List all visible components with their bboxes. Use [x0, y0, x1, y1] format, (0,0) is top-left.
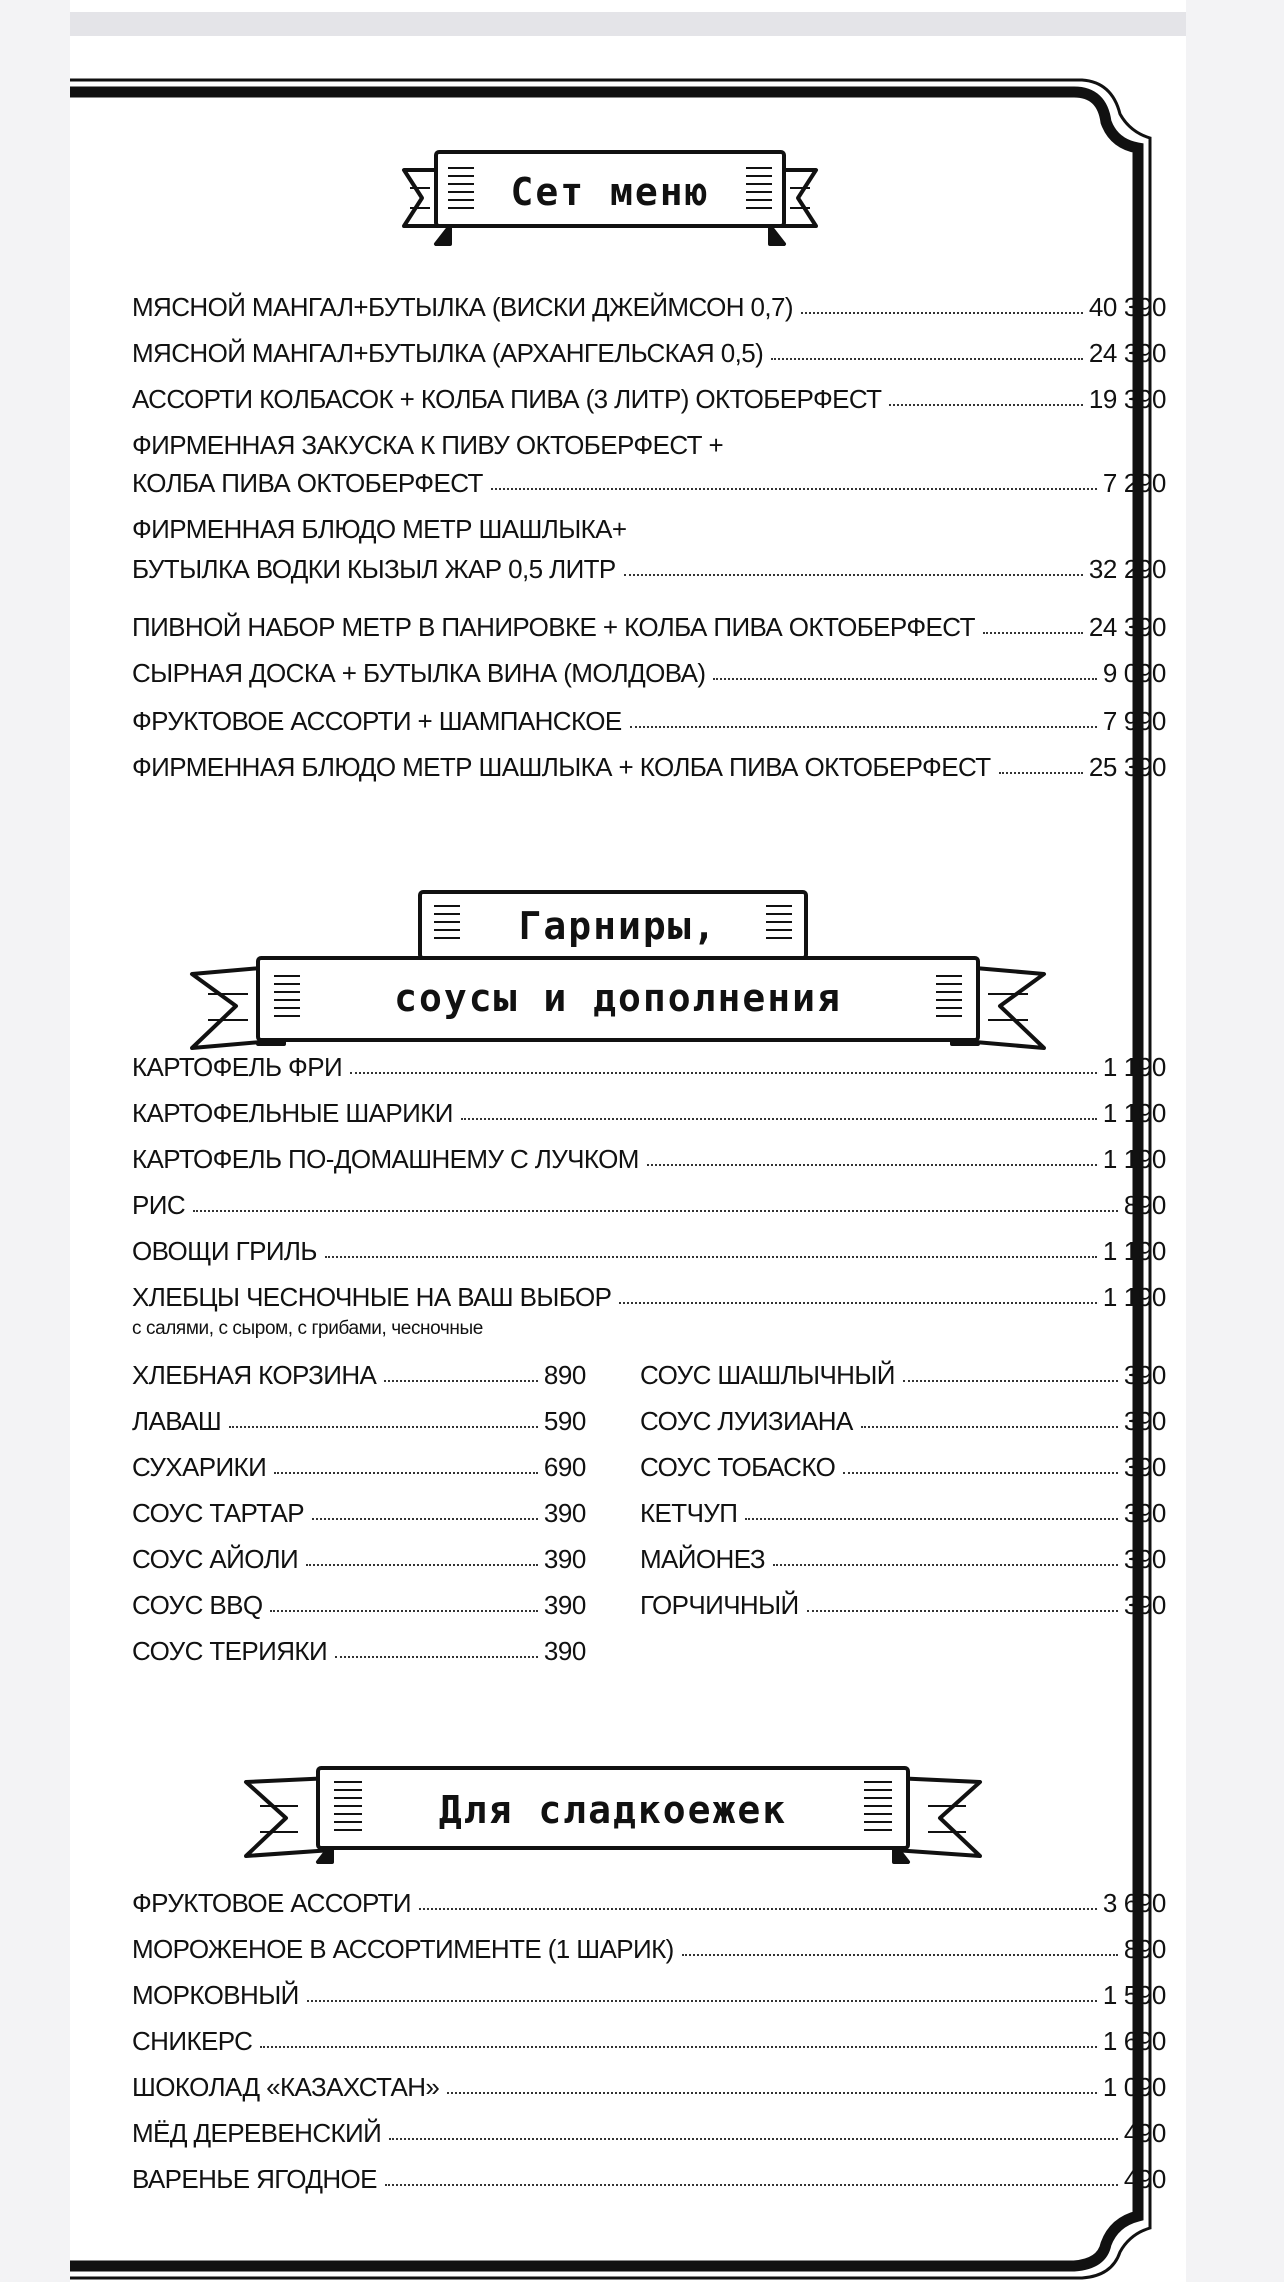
item-price: 9 090	[1102, 658, 1166, 688]
item-price: 25 390	[1088, 752, 1166, 782]
dot-leader	[773, 1564, 1118, 1566]
item-price: 1 190	[1102, 1052, 1166, 1082]
item-name: КОЛБА ПИВА ОКТОБЕРФЕСТ	[132, 468, 483, 498]
dot-leader	[807, 1610, 1118, 1612]
dot-leader	[801, 312, 1083, 314]
menu-item	[640, 1452, 1166, 1483]
menu-item	[132, 384, 1166, 415]
menu-item	[132, 292, 1166, 323]
item-price: 390	[1123, 1498, 1166, 1528]
menu-item	[132, 1590, 586, 1621]
menu-item	[132, 1144, 1166, 1175]
item-name: МАЙОНЕЗ	[640, 1544, 765, 1574]
item-name: МЯСНОЙ МАНГАЛ+БУТЫЛКА (АРХАНГЕЛЬСКАЯ 0,5)	[132, 338, 764, 368]
item-price: 490	[1123, 2118, 1166, 2148]
item-name: ЛАВАШ	[132, 1406, 222, 1436]
item-price: 19 390	[1088, 384, 1166, 414]
sides-banner	[188, 854, 1048, 1054]
menu-item	[132, 554, 1166, 585]
item-name: СНИКЕРС	[132, 2026, 253, 2056]
menu-item	[132, 2072, 1166, 2103]
item-name: ХЛЕБЦЫ ЧЕСНОЧНЫЕ НА ВАШ ВЫБОР	[132, 1282, 612, 1312]
menu-item	[132, 2026, 1166, 2057]
item-price: 590	[543, 1406, 586, 1436]
dot-leader	[491, 488, 1097, 490]
item-name: МОРКОВНЫЙ	[132, 1980, 299, 2010]
dot-leader	[447, 2092, 1097, 2094]
menu-item	[132, 468, 1166, 499]
previous-page-edge	[70, 12, 1186, 36]
item-price: 1 190	[1102, 1144, 1166, 1174]
item-name: АССОРТИ КОЛБАСОК + КОЛБА ПИВА (3 ЛИТР) ОКТОБЕРФЕСТ	[132, 384, 882, 414]
item-name: СЫРНАЯ ДОСКА + БУТЫЛКА ВИНА (МОЛДОВА)	[132, 658, 706, 688]
item-name: ХЛЕБНАЯ КОРЗИНА	[132, 1360, 377, 1390]
item-name: КАРТОФЕЛЬНЫЕ ШАРИКИ	[132, 1098, 453, 1128]
menu-item	[132, 1934, 1166, 1965]
item-name: МЁД ДЕРЕВЕНСКИЙ	[132, 2118, 382, 2148]
item-price: 1 590	[1102, 1980, 1166, 2010]
dot-leader	[312, 1518, 538, 1520]
item-price: 1 190	[1102, 1282, 1166, 1312]
menu-item	[132, 2118, 1166, 2149]
item-name: СОУС ТОБАСКО	[640, 1452, 836, 1482]
dot-leader	[461, 1118, 1097, 1120]
set-menu-banner	[400, 148, 820, 258]
item-name: СОУС ШАШЛЫЧНЫЙ	[640, 1360, 895, 1390]
item-price: 390	[543, 1544, 586, 1574]
background-right	[1186, 0, 1284, 2282]
item-price: 390	[543, 1590, 586, 1620]
sides-title-line1: Гарниры,	[518, 904, 718, 948]
item-price: 390	[1123, 1452, 1166, 1482]
dot-leader	[193, 1210, 1118, 1212]
item-name: ОВОЩИ ГРИЛЬ	[132, 1236, 317, 1266]
menu-item	[132, 1098, 1166, 1129]
item-price: 890	[1123, 1190, 1166, 1220]
dot-leader	[384, 1380, 538, 1382]
dot-leader	[274, 1472, 538, 1474]
item-name: СУХАРИКИ	[132, 1452, 267, 1482]
dot-leader	[350, 1072, 1097, 1074]
menu-item	[132, 1452, 586, 1483]
item-price: 1 190	[1102, 1236, 1166, 1266]
item-note: с салями, с сыром, с грибами, чесночные	[132, 1318, 483, 1339]
item-price: 3 690	[1102, 1888, 1166, 1918]
ribbon-shape	[188, 854, 1048, 1054]
dot-leader	[903, 1380, 1118, 1382]
menu-page	[70, 36, 1186, 2282]
dot-leader	[713, 678, 1096, 680]
item-name: СОУС BBQ	[132, 1590, 263, 1620]
dot-leader	[307, 2000, 1097, 2002]
menu-item	[132, 1236, 1166, 1267]
item-name: ВАРЕНЬЕ ЯГОДНОЕ	[132, 2164, 377, 2194]
dot-leader	[682, 1954, 1118, 1956]
menu-item	[132, 1190, 1166, 1221]
item-name: СОУС ТАРТАР	[132, 1498, 305, 1528]
dot-leader	[389, 2138, 1118, 2140]
dot-leader	[229, 1426, 538, 1428]
item-price: 390	[543, 1498, 586, 1528]
dot-leader	[861, 1426, 1118, 1428]
item-price: 40 390	[1088, 292, 1166, 322]
menu-item	[640, 1498, 1166, 1529]
item-price: 690	[543, 1452, 586, 1482]
item-name: ФРУКТОВОЕ АССОРТИ	[132, 1888, 411, 1918]
item-name: БУТЫЛКА ВОДКИ КЫЗЫЛ ЖАР 0,5 ЛИТР	[132, 554, 616, 584]
item-name: СОУС АЙОЛИ	[132, 1544, 299, 1574]
desserts-banner	[242, 1754, 984, 1872]
menu-item	[132, 2164, 1166, 2195]
dot-leader	[335, 1656, 538, 1658]
menu-item	[132, 1498, 586, 1529]
dot-leader	[999, 772, 1083, 774]
dot-leader	[385, 2184, 1118, 2186]
menu-item	[640, 1406, 1166, 1437]
item-price: 7 290	[1102, 468, 1166, 498]
menu-item	[132, 1636, 586, 1667]
menu-item	[132, 706, 1166, 737]
item-name-line1: ФИРМЕННАЯ ЗАКУСКА К ПИВУ ОКТОБЕРФЕСТ +	[132, 430, 724, 460]
item-name: СОУС ТЕРИЯКИ	[132, 1636, 328, 1666]
item-name: МЯСНОЙ МАНГАЛ+БУТЫЛКА (ВИСКИ ДЖЕЙМСОН 0,7)	[132, 292, 793, 322]
dot-leader	[624, 574, 1083, 576]
item-price: 390	[1123, 1406, 1166, 1436]
background-left	[0, 0, 70, 2282]
dot-leader	[325, 1256, 1097, 1258]
item-price: 390	[1123, 1544, 1166, 1574]
item-name: МОРОЖЕНОЕ В АССОРТИМЕНТЕ (1 ШАРИК)	[132, 1934, 674, 1964]
sides-title-line2: соусы и дополнения	[394, 976, 842, 1020]
item-name: ФРУКТОВОЕ АССОРТИ + ШАМПАНСКОЕ	[132, 706, 622, 736]
item-name: КАРТОФЕЛЬ ПО-ДОМАШНЕМУ С ЛУЧКОМ	[132, 1144, 639, 1174]
menu-item	[132, 1980, 1166, 2011]
menu-item	[132, 338, 1166, 369]
item-name: ШОКОЛАД «КАЗАХСТАН»	[132, 2072, 440, 2102]
item-price: 32 290	[1088, 554, 1166, 584]
dot-leader	[619, 1302, 1097, 1304]
dot-leader	[843, 1472, 1118, 1474]
dot-leader	[771, 358, 1083, 360]
item-price: 24 390	[1088, 612, 1166, 642]
item-name: КАРТОФЕЛЬ ФРИ	[132, 1052, 343, 1082]
item-price: 890	[1123, 1934, 1166, 1964]
item-price: 24 390	[1088, 338, 1166, 368]
item-price: 7 990	[1102, 706, 1166, 736]
menu-item	[132, 1052, 1166, 1083]
item-price: 390	[1123, 1360, 1166, 1390]
menu-item	[640, 1590, 1166, 1621]
item-price: 1 690	[1102, 2026, 1166, 2056]
dot-leader	[306, 1564, 538, 1566]
dot-leader	[630, 726, 1097, 728]
menu-item	[132, 612, 1166, 643]
menu-item	[132, 1888, 1166, 1919]
item-name: ПИВНОЙ НАБОР МЕТР В ПАНИРОВКЕ + КОЛБА ПИВА ОКТОБЕРФЕСТ	[132, 612, 975, 642]
menu-item	[132, 658, 1166, 689]
set-menu-title: Сет меню	[510, 170, 710, 214]
item-price: 1 090	[1102, 2072, 1166, 2102]
menu-item	[132, 752, 1166, 783]
dot-leader	[260, 2046, 1097, 2048]
item-name: РИС	[132, 1190, 186, 1220]
desserts-title: Для сладкоежек	[438, 1788, 788, 1832]
dot-leader	[419, 1908, 1097, 1910]
dot-leader	[270, 1610, 537, 1612]
item-price: 1 190	[1102, 1098, 1166, 1128]
item-name: СОУС ЛУИЗИАНА	[640, 1406, 853, 1436]
menu-item	[640, 1360, 1166, 1391]
item-name: ГОРЧИЧНЫЙ	[640, 1590, 799, 1620]
item-name: КЕТЧУП	[640, 1498, 738, 1528]
dot-leader	[745, 1518, 1118, 1520]
item-price: 490	[1123, 2164, 1166, 2194]
dot-leader	[647, 1164, 1097, 1166]
menu-item	[132, 1360, 586, 1391]
item-price: 390	[543, 1636, 586, 1666]
item-price: 390	[1123, 1590, 1166, 1620]
dot-leader	[889, 404, 1082, 406]
dot-leader	[983, 632, 1083, 634]
menu-item	[132, 1406, 586, 1437]
menu-item	[640, 1544, 1166, 1575]
item-name-line1: ФИРМЕННАЯ БЛЮДО МЕТР ШАШЛЫКА+	[132, 514, 627, 544]
item-name: ФИРМЕННАЯ БЛЮДО МЕТР ШАШЛЫКА + КОЛБА ПИВА ОКТОБЕРФЕСТ	[132, 752, 991, 782]
menu-item	[132, 1282, 1166, 1313]
menu-item	[132, 1544, 586, 1575]
item-price: 890	[543, 1360, 586, 1390]
